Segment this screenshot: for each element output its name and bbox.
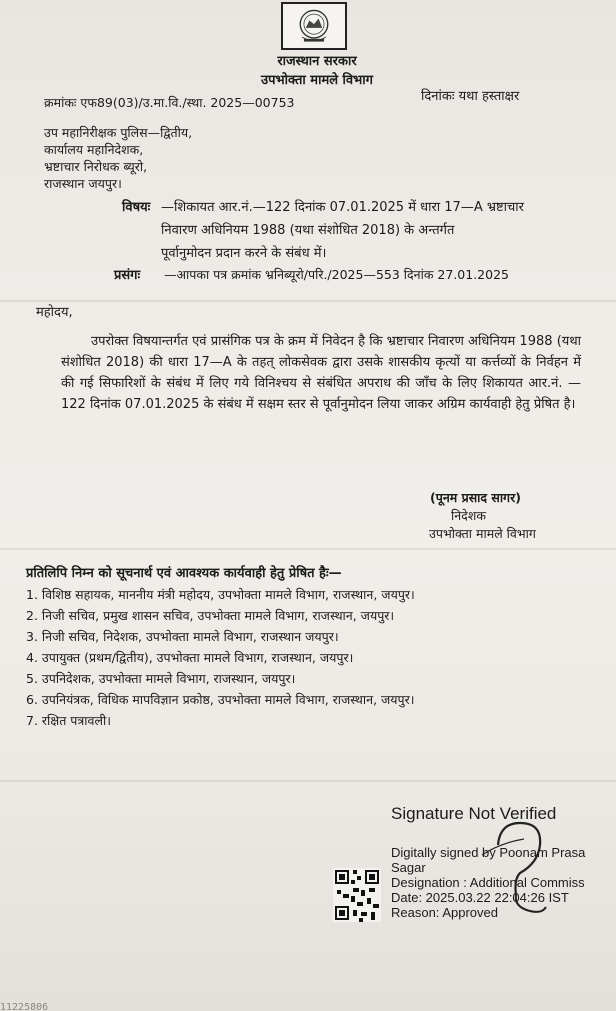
paper-fold-line — [0, 780, 616, 782]
copy-to-item: 7. रक्षित पत्रावली। — [26, 713, 111, 728]
signatory-name: (पूनम प्रसाद सागर) — [430, 490, 521, 505]
signature-signed-by-cont: Sagar — [391, 860, 426, 875]
govt-name: राजस्थान सरकार — [277, 54, 357, 69]
paper-fold-line — [0, 300, 616, 302]
qr-code-icon — [333, 868, 381, 922]
signature-reason: Reason: Approved — [391, 905, 498, 920]
signature-status: Signature Not Verified — [391, 804, 557, 823]
department-name: उपभोक्ता मामले विभाग — [261, 73, 373, 88]
signatory-department: उपभोक्ता मामले विभाग — [429, 526, 536, 541]
signature-question-mark-icon — [480, 815, 560, 925]
subject-line: —शिकायत आर.नं.—122 दिनांक 07.01.2025 में धारा 17—A भ्रष्टाचार — [161, 200, 524, 215]
addressee-line: कार्यालय महानिदेशक, — [44, 142, 144, 157]
context-label: प्रसंगः — [114, 268, 141, 283]
copy-to-item: 6. उपनियंत्रक, विधिक मापविज्ञान प्रकोष्ठ, उपभोक्ता मामले विभाग, राजस्थान, जयपुर। — [26, 692, 415, 707]
context-text: —आपका पत्र क्रमांक भ्रनिब्यूरो/परि./2025—553 दिनांक 27.01.2025 — [164, 267, 509, 282]
addressee-line: भ्रष्टाचार निरोधक ब्यूरो, — [44, 159, 148, 174]
paper-fold-line — [0, 548, 616, 550]
subject-line: निवारण अधिनियम 1988 (यथा संशोधित 2018) के अन्तर्गत — [161, 223, 455, 238]
signature-designation: Designation : Additional Commiss — [391, 875, 585, 890]
addressee-line: उप महानिरीक्षक पुलिस—द्वितीय, — [44, 125, 193, 140]
copy-to-item: 3. निजी सचिव, निदेशक, उपभोक्ता मामले विभाग, राजस्थान जयपुर। — [26, 629, 339, 644]
copy-to-item: 5. उपनिदेशक, उपभोक्ता मामले विभाग, राजस्थान, जयपुर। — [26, 671, 296, 686]
copy-to-heading: प्रतिलिपि निम्न को सूचनार्थ एवं आवश्यक कार्यवाही हेतु प्रेषित हैः— — [26, 566, 342, 581]
reference-number: क्रमांकः एफ89(03)/उ.मा.वि./स्था. 2025—00753 — [44, 95, 295, 110]
signature-date: Date: 2025.03.22 22:04:26 IST — [391, 890, 569, 905]
letter-date: दिनांकः यथा हस्ताक्षर — [421, 89, 520, 104]
rajasthan-government-emblem — [281, 2, 347, 50]
copy-to-item: 2. निजी सचिव, प्रमुख शासन सचिव, उपभोक्ता मामले विभाग, राजस्थान, जयपुर। — [26, 608, 395, 623]
body-paragraph: उपरोक्त विषयान्तर्गत एवं प्रासंगिक पत्र के क्रम में निवेदन है कि भ्रष्टाचार निवारण अधिनियम 1988 (यथा संशोधित 2018) की धारा 17—A के तहत् लोकसेवक द्वारा उसके शासकीय कृत्यों या कर्त्तव्यों के निर्वहन में की गई सिफारिशों के संबंध में लिए गये विनिश्चय से संबंधित अपराध की जाँच के लिए शिकायत आर.नं. —122 दिनांक 07.01.2025 के संबंध में सक्षम स्तर से पूर्वानुमोदन लिया जाकर अग्रिम कार्यवाही हेतु प्रेषित है। — [61, 334, 581, 412]
copy-to-item: 1. विशिष्ठ सहायक, माननीय मंत्री महोदय, उपभोक्ता मामले विभाग, राजस्थान, जयपुर। — [26, 587, 415, 602]
salutation: महोदय, — [36, 305, 73, 320]
addressee-line: राजस्थान जयपुर। — [44, 176, 122, 191]
subject-line: पूर्वानुमोदन प्रदान करने के संबंध में। — [161, 246, 327, 261]
signature-signed-by: Digitally signed by Poonam Prasa — [391, 845, 586, 860]
emblem-icon — [283, 4, 345, 48]
subject-label: विषयः — [122, 200, 151, 215]
footer-number: 11225806 — [0, 1002, 49, 1011]
copy-to-item: 4. उपायुक्त (प्रथम/द्वितीय), उपभोक्ता मामले विभाग, राजस्थान, जयपुर। — [26, 650, 354, 665]
signatory-title: निदेशक — [451, 508, 486, 523]
